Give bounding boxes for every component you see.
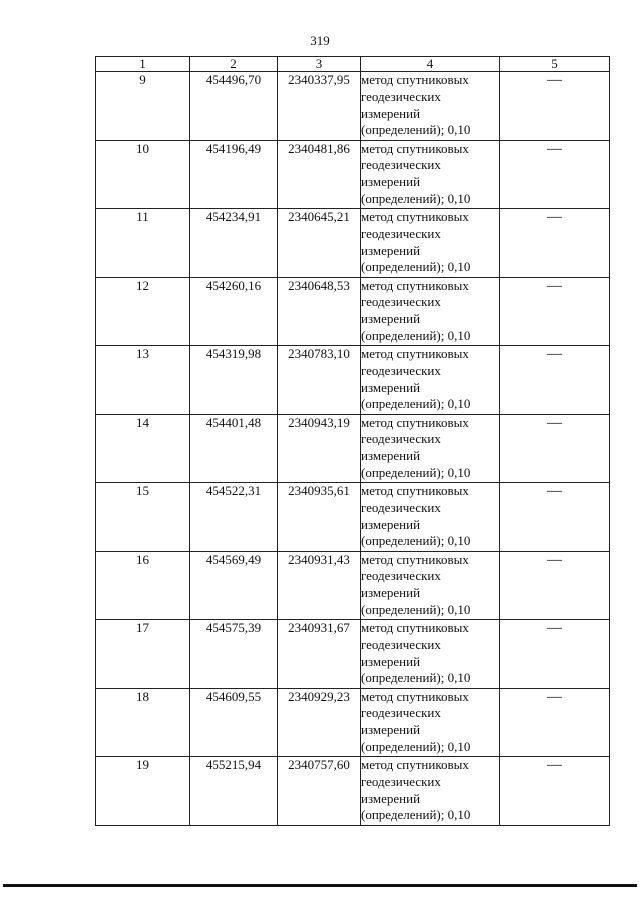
point-number-cell: 10 bbox=[96, 140, 190, 209]
point-number-cell: 19 bbox=[96, 757, 190, 826]
header-row bbox=[96, 57, 610, 72]
method-text-line: геодезических bbox=[361, 225, 441, 241]
header-col-4: 4 bbox=[361, 57, 500, 72]
point-number-cell: 9 bbox=[96, 72, 190, 141]
table-row bbox=[96, 757, 610, 826]
method-text-line: (определений); 0,10 bbox=[361, 122, 471, 138]
method-text-line: (определений); 0,10 bbox=[361, 190, 471, 206]
method-text-line: геодезических bbox=[361, 773, 441, 789]
method-accuracy-cell bbox=[361, 483, 500, 552]
method-accuracy-cell bbox=[361, 209, 500, 278]
y-coordinate-cell: 2340481,86 bbox=[278, 140, 361, 209]
x-coordinate-cell: 454496,70 bbox=[190, 72, 278, 141]
x-coordinate-cell: 455215,94 bbox=[190, 757, 278, 826]
note-cell: — bbox=[500, 140, 610, 209]
table-row bbox=[96, 620, 610, 689]
x-coordinate-cell: 454609,55 bbox=[190, 688, 278, 757]
y-coordinate-cell: 2340783,10 bbox=[278, 346, 361, 415]
header-col-3: 3 bbox=[278, 57, 361, 72]
method-text-line: измерений bbox=[361, 722, 421, 738]
page-number: 319 bbox=[310, 33, 330, 48]
table-row bbox=[96, 140, 610, 209]
x-coordinate-cell: 454260,16 bbox=[190, 277, 278, 346]
y-coordinate-cell: 2340935,61 bbox=[278, 483, 361, 552]
x-coordinate-cell: 454569,49 bbox=[190, 551, 278, 620]
method-text-line: метод спутниковых bbox=[361, 346, 469, 361]
y-coordinate-cell: 2340931,43 bbox=[278, 551, 361, 620]
y-coordinate-cell: 2340337,95 bbox=[278, 72, 361, 141]
method-text-line: (определений); 0,10 bbox=[361, 807, 471, 823]
method-text-line: (определений); 0,10 bbox=[361, 533, 471, 549]
note-cell: — bbox=[500, 414, 610, 483]
method-text-line: метод спутниковых bbox=[361, 209, 469, 224]
method-text-line: метод спутниковых bbox=[361, 688, 469, 704]
method-text-line: (определений); 0,10 bbox=[361, 259, 471, 275]
note-cell: — bbox=[500, 620, 610, 689]
note-cell: — bbox=[500, 483, 610, 552]
x-coordinate-cell: 454522,31 bbox=[190, 483, 278, 552]
method-text-line: метод спутниковых bbox=[361, 414, 469, 430]
note-cell: — bbox=[500, 346, 610, 415]
method-text-line: (определений); 0,10 bbox=[361, 601, 471, 617]
header-col-2: 2 bbox=[190, 57, 278, 72]
table-row bbox=[96, 72, 610, 141]
note-cell: — bbox=[500, 277, 610, 346]
method-text-line: измерений bbox=[361, 585, 421, 601]
point-number-cell: 12 bbox=[96, 277, 190, 346]
method-text-line: геодезических bbox=[361, 431, 441, 447]
method-text-line: измерений bbox=[361, 790, 421, 806]
method-accuracy-cell bbox=[361, 757, 500, 826]
method-text-line: измерений bbox=[361, 516, 421, 532]
note-cell: — bbox=[500, 551, 610, 620]
method-text-line: измерений bbox=[361, 311, 421, 327]
table-row bbox=[96, 483, 610, 552]
point-number-cell: 17 bbox=[96, 620, 190, 689]
method-text-line: геодезических bbox=[361, 362, 441, 378]
method-text-line: измерений bbox=[361, 105, 421, 121]
table-row bbox=[96, 209, 610, 278]
method-text-line: измерений bbox=[361, 448, 421, 464]
coordinates-table bbox=[95, 56, 610, 826]
x-coordinate-cell: 454575,39 bbox=[190, 620, 278, 689]
method-text-line: измерений bbox=[361, 174, 421, 190]
method-text-line: геодезических bbox=[361, 88, 441, 104]
x-coordinate-cell: 454401,48 bbox=[190, 414, 278, 483]
method-text-line: измерений bbox=[361, 653, 421, 669]
footer-rule bbox=[3, 884, 637, 887]
header-col-5: 5 bbox=[500, 57, 610, 72]
note-cell: — bbox=[500, 209, 610, 278]
method-text-line: метод спутниковых bbox=[361, 551, 469, 567]
method-text-line: измерений bbox=[361, 379, 421, 395]
x-coordinate-cell: 454319,98 bbox=[190, 346, 278, 415]
y-coordinate-cell: 2340943,19 bbox=[278, 414, 361, 483]
table-header bbox=[96, 57, 610, 72]
table-row bbox=[96, 688, 610, 757]
method-accuracy-cell bbox=[361, 72, 500, 141]
point-number-cell: 15 bbox=[96, 483, 190, 552]
method-text-line: геодезических bbox=[361, 636, 441, 652]
method-accuracy-cell bbox=[361, 414, 500, 483]
method-accuracy-cell bbox=[361, 688, 500, 757]
point-number-cell: 11 bbox=[96, 209, 190, 278]
method-text-line: (определений); 0,10 bbox=[361, 464, 471, 480]
method-text-line: (определений); 0,10 bbox=[361, 396, 471, 412]
method-text-line: геодезических bbox=[361, 568, 441, 584]
method-text-line: геодезических bbox=[361, 499, 441, 515]
method-text-line: измерений bbox=[361, 242, 421, 258]
method-text-line: метод спутниковых bbox=[361, 140, 469, 156]
method-text-line: метод спутниковых bbox=[361, 72, 469, 87]
method-text-line: метод спутниковых bbox=[361, 620, 469, 635]
method-text-line: метод спутниковых bbox=[361, 757, 469, 772]
y-coordinate-cell: 2340931,67 bbox=[278, 620, 361, 689]
method-text-line: (определений); 0,10 bbox=[361, 738, 471, 754]
header-col-1: 1 bbox=[96, 57, 190, 72]
table-body bbox=[96, 72, 610, 826]
x-coordinate-cell: 454196,49 bbox=[190, 140, 278, 209]
method-accuracy-cell bbox=[361, 620, 500, 689]
method-text-line: геодезических bbox=[361, 157, 441, 173]
note-cell: — bbox=[500, 757, 610, 826]
method-text-line: (определений); 0,10 bbox=[361, 670, 471, 686]
y-coordinate-cell: 2340929,23 bbox=[278, 688, 361, 757]
method-accuracy-cell bbox=[361, 346, 500, 415]
y-coordinate-cell: 2340645,21 bbox=[278, 209, 361, 278]
note-cell: — bbox=[500, 688, 610, 757]
point-number-cell: 14 bbox=[96, 414, 190, 483]
method-text-line: метод спутниковых bbox=[361, 483, 469, 498]
x-coordinate-cell: 454234,91 bbox=[190, 209, 278, 278]
y-coordinate-cell: 2340757,60 bbox=[278, 757, 361, 826]
method-accuracy-cell bbox=[361, 277, 500, 346]
method-text-line: метод спутниковых bbox=[361, 277, 469, 293]
point-number-cell: 18 bbox=[96, 688, 190, 757]
note-cell: — bbox=[500, 72, 610, 141]
method-accuracy-cell bbox=[361, 551, 500, 620]
method-accuracy-cell bbox=[361, 140, 500, 209]
point-number-cell: 13 bbox=[96, 346, 190, 415]
point-number-cell: 16 bbox=[96, 551, 190, 620]
table-row bbox=[96, 414, 610, 483]
table-row bbox=[96, 346, 610, 415]
y-coordinate-cell: 2340648,53 bbox=[278, 277, 361, 346]
method-text-line: (определений); 0,10 bbox=[361, 327, 471, 343]
method-text-line: геодезических bbox=[361, 294, 441, 310]
method-text-line: геодезических bbox=[361, 705, 441, 721]
table-row bbox=[96, 277, 610, 346]
table-row bbox=[96, 551, 610, 620]
